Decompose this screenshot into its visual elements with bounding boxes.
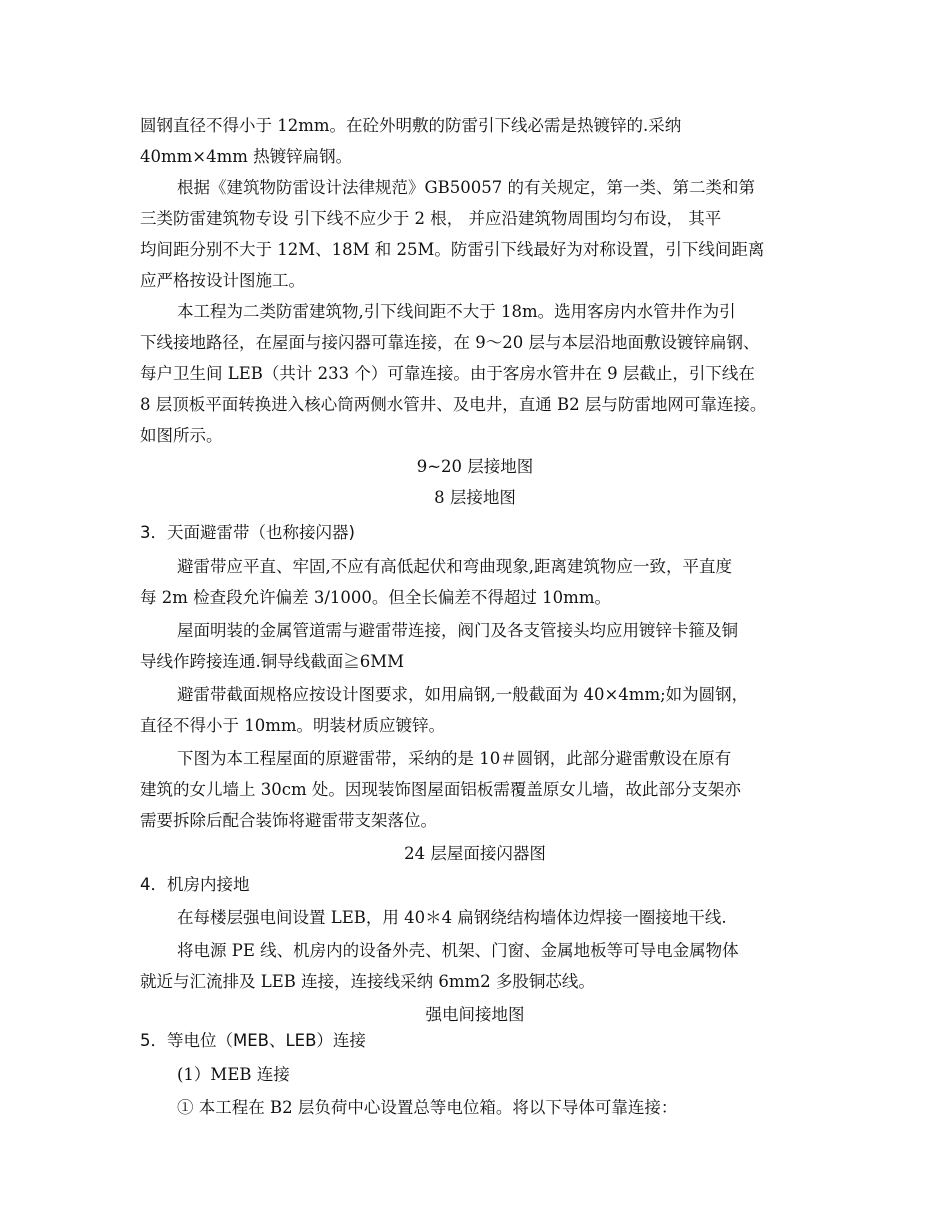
paragraph-line: 直径不得小于 10mm。明装材质应镀锌。 — [140, 716, 446, 735]
paragraph-line: 导线作跨接连通.铜导线截面≧6MM — [140, 652, 405, 671]
figure-caption: 24 层屋面接闪器图 — [404, 844, 546, 863]
paragraph-line: 8 层顶板平面转换进入核心筒两侧水管井、及电井，直通 B2 层与防雷地网可靠连接。 — [140, 395, 767, 414]
paragraph-line: 将电源 PE 线、机房内的设备外壳、机架、门窗、金属地板等可导电金属物体 — [177, 941, 739, 960]
figure-caption: 强电间接地图 — [425, 1005, 525, 1024]
paragraph-line: 需要拆除后配合装饰将避雷带支架落位。 — [140, 811, 437, 830]
paragraph-line: 如图所示。 — [140, 426, 223, 445]
paragraph-line: 本工程为二类防雷建筑物,引下线间距不大于 18m。选用客房内水管井作为引 — [177, 302, 736, 321]
paragraph-line: 三类防雷建筑物专设 引下线不应少于 2 根， 并应沿建筑物周围均匀布设， 其平 — [140, 209, 722, 228]
section-heading: 4．机房内接地 — [140, 875, 250, 894]
paragraph-line: 在每楼层强电间设置 LEB，用 40＊4 扁钢绕结构墙体边焊接一圈接地干线. — [177, 908, 727, 927]
paragraph-line: 建筑的女儿墙上 30cm 处。因现装饰图屋面铝板需覆盖原女儿墙，故此部分支架亦 — [140, 780, 741, 799]
section-heading: 3．天面避雷带（也称接闪器) — [140, 523, 355, 542]
paragraph-line: 就近与汇流排及 LEB 连接，连接线采纳 6mm2 多股铜芯线。 — [140, 972, 595, 991]
paragraph-line: 避雷带截面规格应按设计图要求，如用扁钢,一般截面为 40×4mm;如为圆钢， — [177, 685, 749, 704]
paragraph-line: 应严格按设计图施工。 — [140, 271, 305, 290]
paragraph-line: 每户卫生间 LEB（共计 233 个）可靠连接。由于客房水管井在 9 层截止，引下线在 — [140, 364, 755, 383]
paragraph-line: 40mm×4mm 热镀锌扁钢。 — [140, 147, 353, 166]
paragraph-line: 屋面明装的金属管道需与避雷带连接，阀门及各支管接头均应用镀锌卡箍及铜 — [177, 621, 738, 640]
figure-caption: 8 层接地图 — [434, 488, 516, 507]
paragraph-line: 根据《建筑物防雷设计法律规范》GB50057 的有关规定，第一类、第二类和第 — [177, 178, 756, 197]
list-item: ① 本工程在 B2 层负荷中心设置总等电位箱。将以下导体可靠连接： — [177, 1098, 678, 1117]
figure-caption: 9~20 层接地图 — [416, 457, 534, 476]
paragraph-line: 下图为本工程屋面的原避雷带，采纳的是 10＃圆钢，此部分避雷敷设在原有 — [177, 749, 732, 768]
subsection-heading: (1）MEB 连接 — [177, 1065, 290, 1084]
paragraph-line: 每 2m 检查段允许偏差 3/1000。但全长偏差不得超过 10mm。 — [140, 588, 611, 607]
paragraph-line: 避雷带应平直、牢固,不应有高低起伏和弯曲现象,距离建筑物应一致，平直度 — [177, 557, 732, 576]
section-heading: 5．等电位（MEB、LEB）连接 — [140, 1031, 366, 1050]
paragraph-line: 下线接地路径，在屋面与接闪器可靠连接，在 9～20 层与本层沿地面敷设镀锌扁钢、 — [140, 333, 760, 352]
paragraph-line: 圆钢直径不得小于 12mm。在砼外明敷的防雷引下线必需是热镀锌的.采纳 — [140, 116, 682, 135]
paragraph-line: 均间距分别不大于 12M、18M 和 25M。防雷引下线最好为对称设置，引下线间距离 — [140, 240, 765, 259]
